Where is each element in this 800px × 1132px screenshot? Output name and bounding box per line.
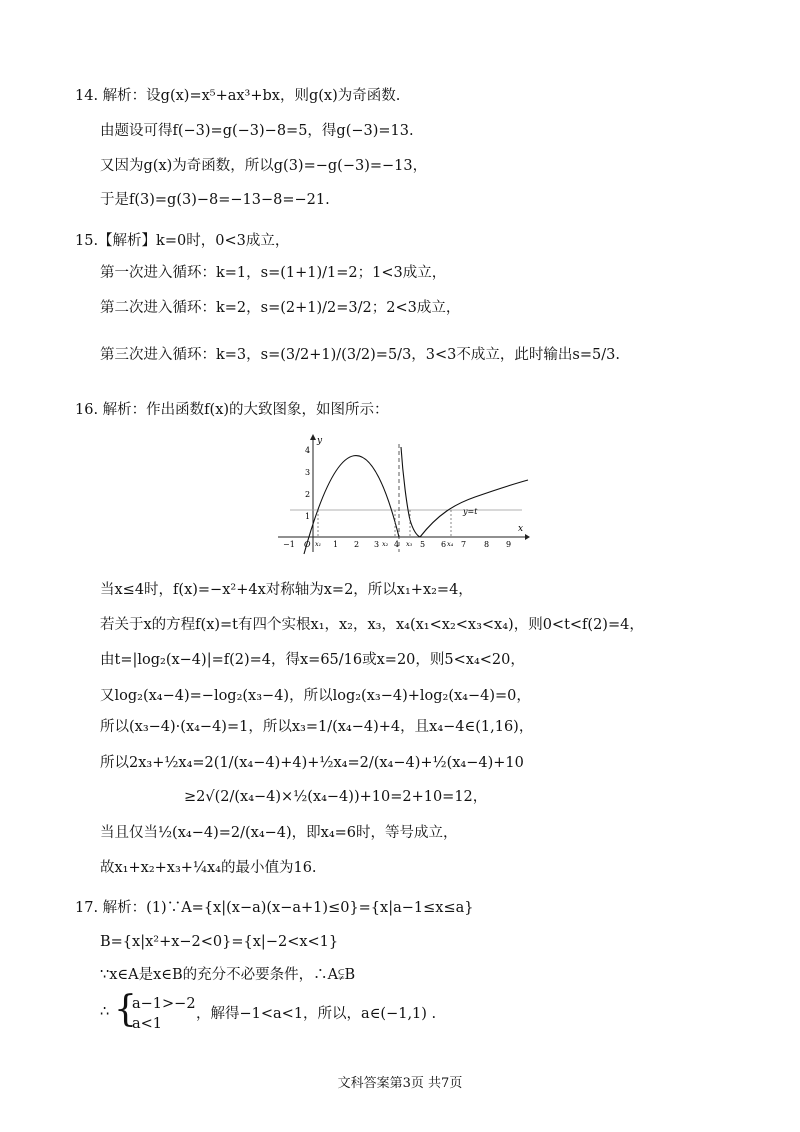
- q17-line-3: ∵x∈A是x∈B的充分不必要条件，∴A⫋B: [100, 967, 356, 983]
- q16-line-5: 又log₂(x₄−4)=−log₂(x₃−4)，所以log₂(x₃−4)+log₂(x₄−4)=0，: [100, 688, 531, 704]
- y-tick-label: 4: [305, 446, 311, 455]
- x-tick-label: 2: [354, 540, 360, 549]
- q14-line-3: 又因为g(x)为奇函数，所以g(3)=−g(−3)=−13，: [100, 158, 428, 174]
- q17-line-2: B={x|x²+x−2<0}={x|−2<x<1}: [100, 934, 339, 950]
- q16-line-9: 当且仅当½(x₄−4)=2/(x₄−4)，即x₄=6时，等号成立，: [100, 825, 458, 841]
- root-label-x4: x₄: [447, 540, 454, 548]
- system-eq-2: a<1: [132, 1016, 163, 1032]
- x-tick-label: 9: [506, 540, 512, 549]
- root-label-x3: x₃: [406, 540, 413, 548]
- q15-line-2: 第一次进入循环：k=1，s=(1+1)/1=2；1<3成立，: [100, 265, 447, 281]
- q15-line-4: 第三次进入循环：k=3，s=(3/2+1)/(3/2)=5/3，3<3不成立，此时输出s=5/3.: [100, 347, 620, 363]
- x-tick-label: 4: [394, 540, 400, 549]
- y-axis-label: y: [317, 436, 323, 446]
- q16-line-7: 所以2x₃+½x₄=2(1/(x₄−4)+4)+½x₄=2/(x₄−4)+½(x₄−4)+10: [100, 755, 524, 771]
- root-label-x1: x₁: [315, 540, 322, 548]
- q14-line-2: 由题设可得f(−3)=g(−3)−8=5，得g(−3)=13.: [100, 123, 414, 139]
- q16-line-10: 故x₁+x₂+x₃+¼x₄的最小值为16.: [100, 860, 317, 876]
- y-tick-label: 2: [305, 490, 311, 499]
- q14-line-1: 14. 解析：设g(x)=x⁵+ax³+bx，则g(x)为奇函数.: [75, 88, 401, 104]
- q16-line-8: ≥2√(2/(x₄−4)×½(x₄−4))+10=2+10=12，: [184, 789, 488, 805]
- x-tick-label: 6: [441, 540, 447, 549]
- x-axis-label: x: [518, 524, 524, 534]
- y-axis-arrow-icon: [310, 434, 316, 440]
- q17-system: [100, 989, 520, 1036]
- y-tick-label: 3: [305, 468, 311, 477]
- q16-line-6: 所以(x₃−4)·(x₄−4)=1，所以x₃=1/(x₄−4)+4，且x₄−4∈(1,16)，: [100, 719, 534, 735]
- system-conclusion: ，解得−1<a<1，所以，a∈(−1,1) .: [196, 1006, 437, 1022]
- therefore-symbol: ∴: [100, 1004, 110, 1020]
- q15-line-3: 第二次进入循环：k=2，s=(2+1)/2=3/2；2<3成立，: [100, 300, 461, 316]
- system-eq-1: a−1>−2: [132, 996, 196, 1012]
- x-tick-label: 1: [333, 540, 339, 549]
- x-tick-label: 3: [374, 540, 380, 549]
- x-axis-arrow-icon: [525, 534, 530, 540]
- q16-line-2: 当x≤4时，f(x)=−x²+4x对称轴为x=2，所以x₁+x₂=4，: [100, 582, 473, 598]
- x-tick-label: 5: [420, 540, 426, 549]
- q16-line-1: 16. 解析：作出函数f(x)的大致图象，如图所示：: [75, 402, 389, 418]
- x-tick-label: 7: [461, 540, 467, 549]
- line-y-equals-t-label: y=t: [463, 507, 478, 516]
- q16-line-4: 由t=|log₂(x−4)|=f(2)=4，得x=65/16或x=20，则5<x₄<20，: [100, 652, 525, 668]
- q14-line-4: 于是f(3)=g(3)−8=−13−8=−21.: [100, 192, 330, 208]
- q15-line-1: 15.【解析】k=0时，0<3成立，: [75, 233, 290, 249]
- page-footer: 文科答案第3页 共7页: [337, 1076, 463, 1091]
- q17-line-1: 17. 解析：(1)∵A={x|(x−a)(x−a+1)≤0}={x|a−1≤x≤a}: [75, 900, 474, 916]
- x-tick-label: −1: [283, 540, 295, 549]
- log-curve-left: [401, 447, 420, 537]
- y-tick-label: 1: [305, 512, 311, 521]
- system-brace: {: [114, 989, 137, 1030]
- origin-label: O: [304, 540, 311, 549]
- function-graph: [270, 432, 530, 557]
- x-tick-label: 8: [484, 540, 490, 549]
- root-label-x2: x₂: [382, 540, 389, 548]
- q16-line-3: 若关于x的方程f(x)=t有四个实根x₁，x₂，x₃，x₄(x₁<x₂<x₃<x₄)，则0<t<f(2)=4，: [100, 617, 644, 633]
